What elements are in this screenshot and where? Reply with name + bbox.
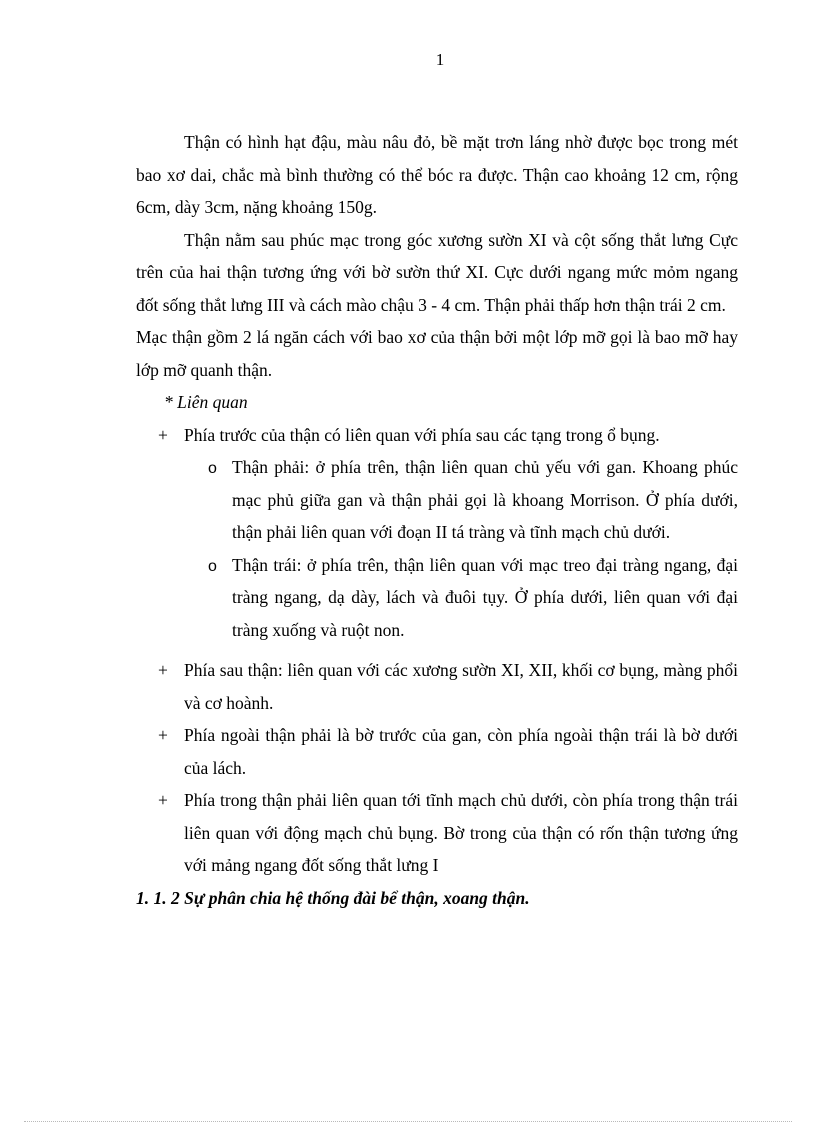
plus-bullet-icon: + bbox=[158, 725, 168, 745]
circle-bullet-icon: o bbox=[208, 557, 217, 575]
list-item-text: Phía trong thận phải liên quan tới tĩnh mạch chủ dưới, còn phía trong thận trái liên quan với động mạch chủ bụng. Bờ trong của thận có rốn thận tương ứng với mảng ngang đốt sống thắt lưng I bbox=[184, 790, 738, 875]
section-heading: 1. 1. 2 Sự phân chia hệ thống đài bể thận, xoang thận. bbox=[136, 887, 530, 908]
list-item-front-relations bbox=[136, 419, 738, 452]
section-note-relations: * Liên quan bbox=[164, 392, 248, 412]
list-item-text: Phía sau thận: liên quan với các xương sườn XI, XII, khối cơ bụng, màng phổi và cơ hoành. bbox=[184, 660, 738, 713]
list-item-outside-relations bbox=[136, 719, 738, 784]
list-item-text: Phía ngoài thận phải là bờ trước của gan, còn phía ngoài thận trái là bờ dưới của lách. bbox=[184, 725, 738, 778]
circle-bullet-icon: o bbox=[208, 460, 217, 477]
plus-bullet-icon: + bbox=[158, 424, 168, 445]
sub-list-item-text: Thận trái: ở phía trên, thận liên quan với mạc treo đại tràng ngang, đại tràng ngang, dạ dày, lách và đuôi tụy. Ở phía dưới, liên quan với đại tràng xuống và ruột non. bbox=[232, 554, 738, 640]
paragraph-kidney-position: Thận nằm sau phúc mạc trong góc xương sườn XI và cột sống thắt lưng Cực trên của hai thận tương ứng với bờ sườn thứ XI. Cực dưới ngang mức mỏm ngang đốt sống thắt lưng III và cách mào chậu 3 - 4 cm. Thận phải thấp hơn thận trái 2 cm. bbox=[136, 229, 738, 315]
list-item-inside-relations bbox=[136, 784, 738, 882]
document-body bbox=[136, 126, 738, 914]
page-number: 1 bbox=[435, 50, 445, 69]
sub-list-item-right-kidney bbox=[136, 451, 738, 549]
plus-bullet-icon: + bbox=[158, 660, 168, 680]
sub-list-item-left-kidney bbox=[136, 549, 738, 647]
paragraph-kidney-shape: Thận có hình hạt đậu, màu nâu đỏ, bề mặt trơn láng nhờ được bọc trong mét bao xơ dai, chắc mà bình thường có thể bóc ra được. Thận cao khoảng 12 cm, rộng 6cm, dày 3cm, nặng khoảng 150g. bbox=[136, 132, 738, 217]
paragraph-renal-fascia: Mạc thận gồm 2 lá ngăn cách với bao xơ của thận bởi một lớp mỡ gọi là bao mỡ hay lớp mỡ quanh thận. bbox=[136, 327, 738, 380]
list-item-text: Phía trước của thận có liên quan với phía sau các tạng trong ổ bụng. bbox=[184, 424, 660, 445]
list-item-back-relations bbox=[136, 654, 738, 719]
page-bottom-divider bbox=[24, 1121, 792, 1122]
sub-list-item-text: Thận phải: ở phía trên, thận liên quan chủ yếu với gan. Khoang phúc mạc phủ giữa gan và thận phải gọi là khoang Morrison. Ở phía dưới, thận phải liên quan với đoạn II tá tràng và tĩnh mạch chủ dưới. bbox=[232, 457, 738, 542]
plus-bullet-icon: + bbox=[158, 790, 168, 810]
